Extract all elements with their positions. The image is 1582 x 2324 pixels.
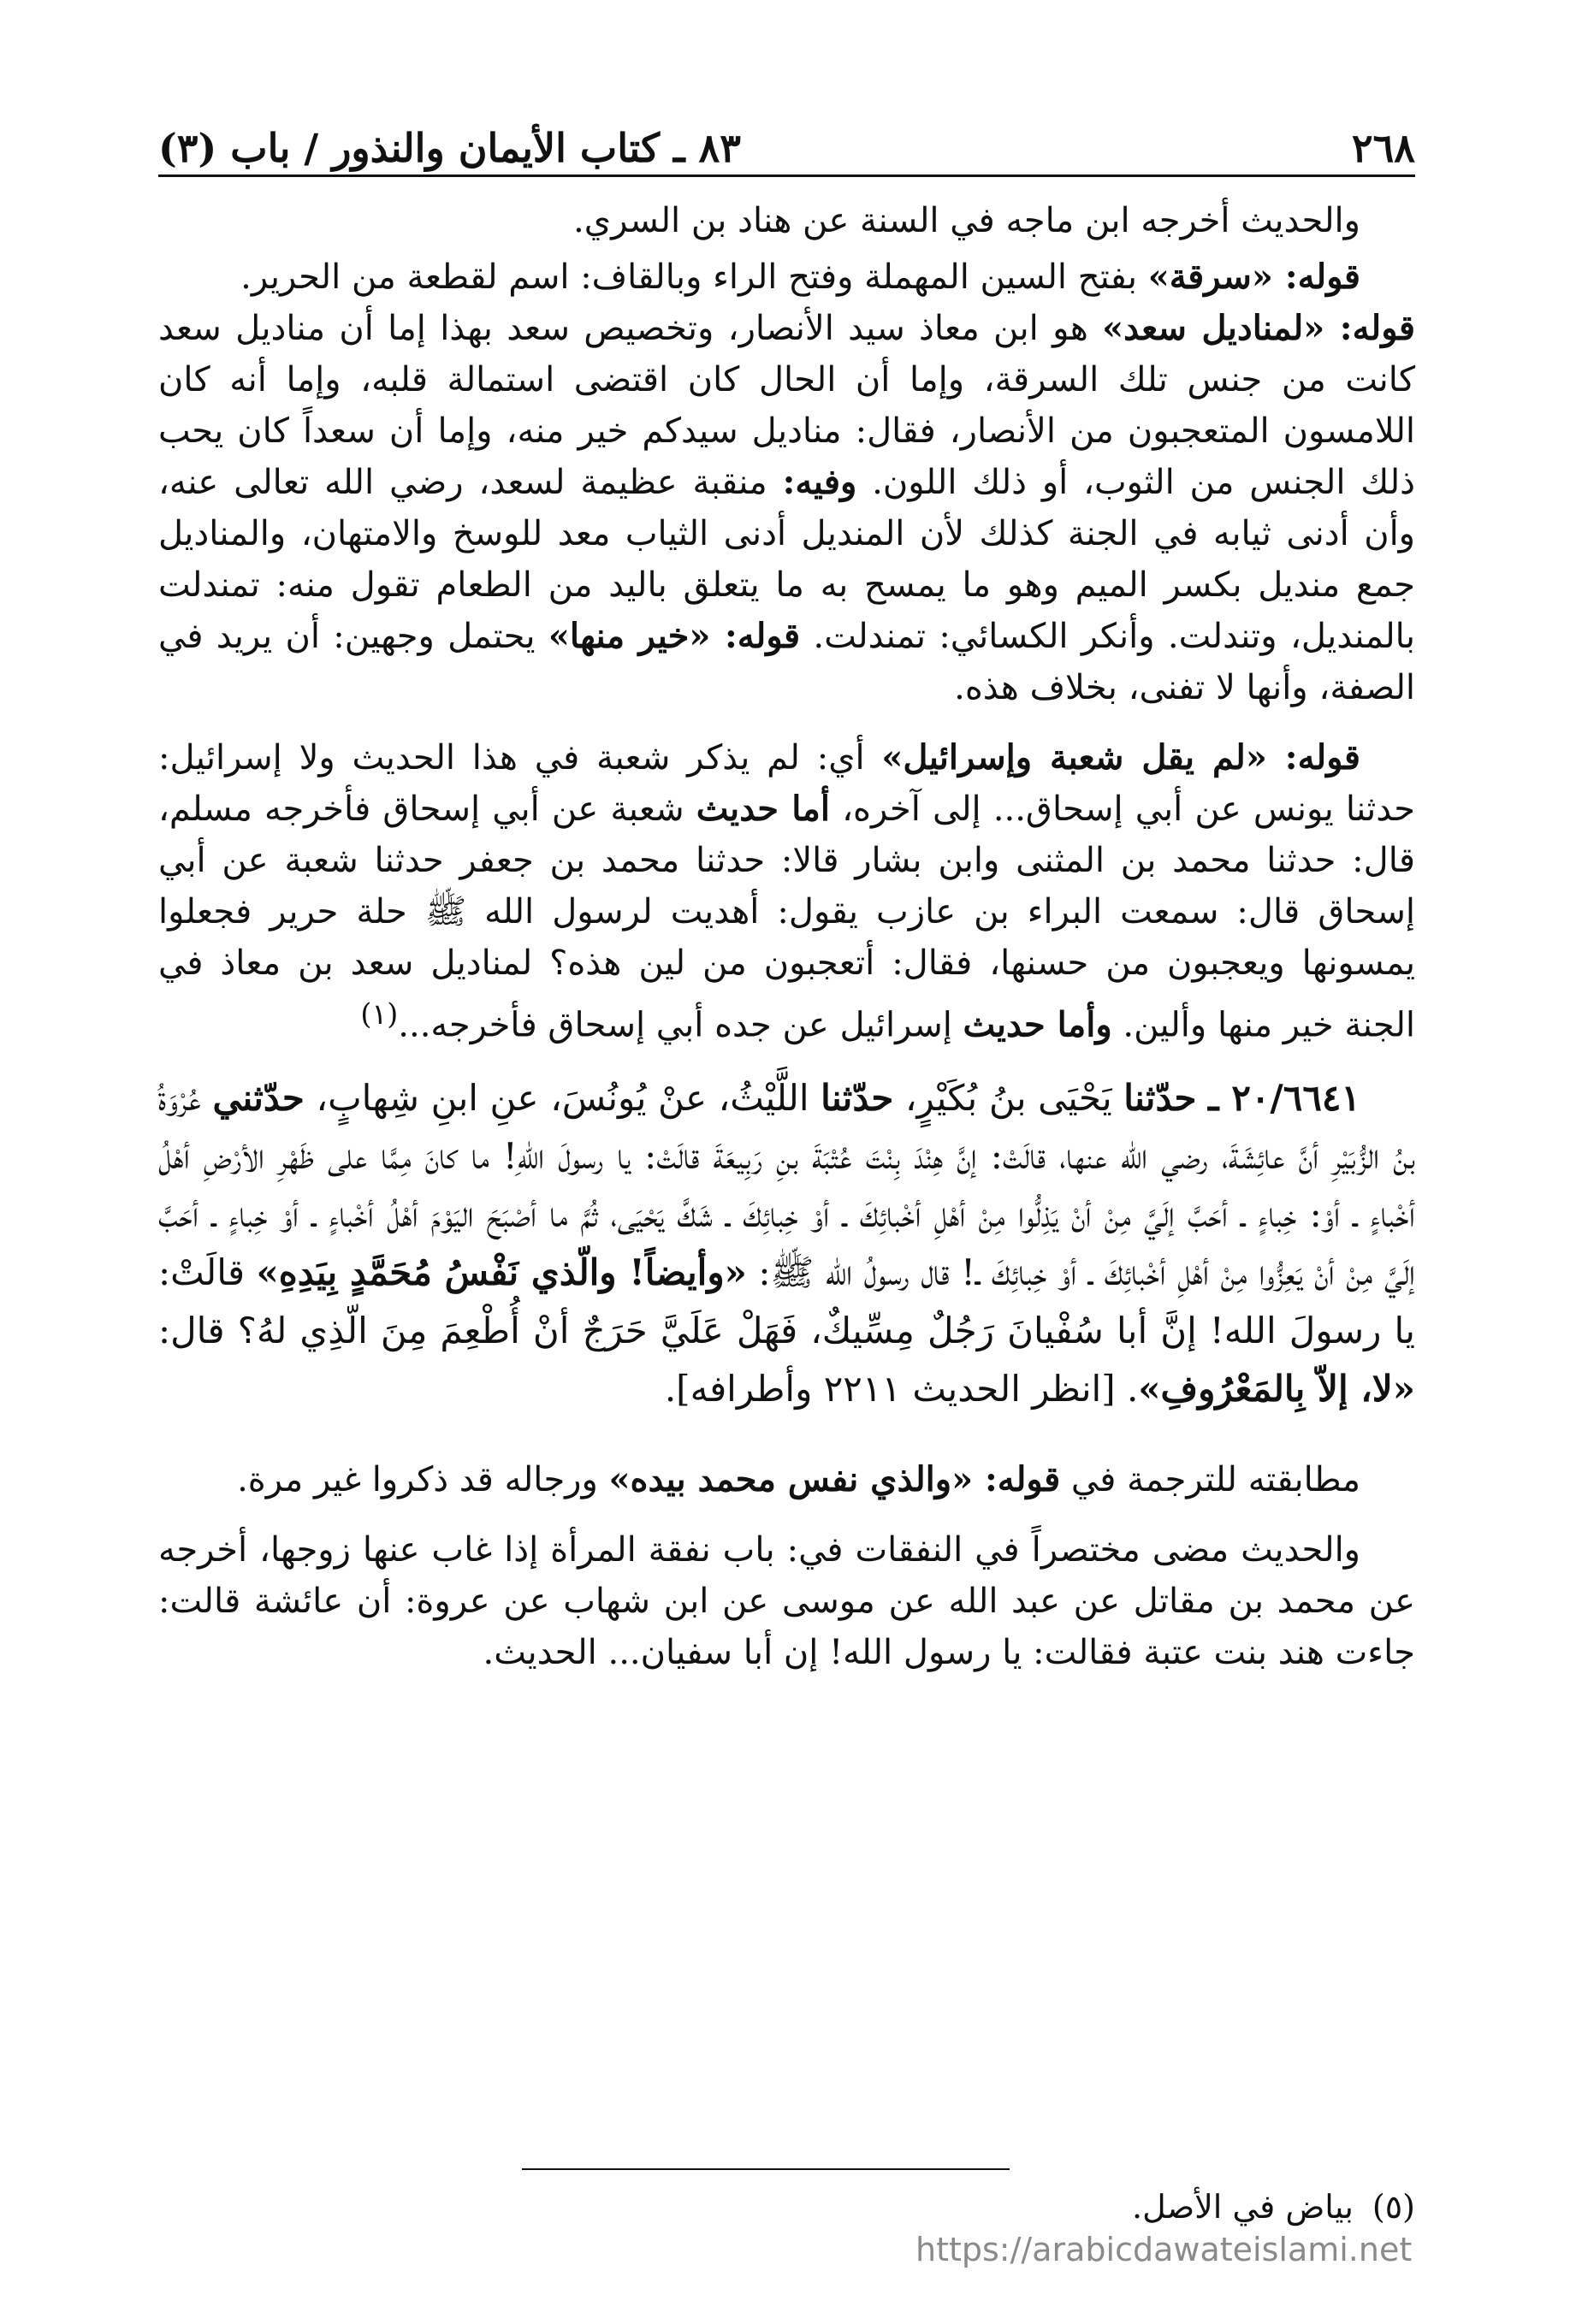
hadith-text <box>158 1069 1415 1418</box>
paragraph-text: والحديث أخرجه ابن ماجه في السنة عن هناد بن السري. <box>573 201 1360 240</box>
commentary-lemma: قوله: «خير منها» <box>548 616 801 656</box>
paragraph-text: منقبة عظيمة لسعد، رضي الله تعالى عنه، وأن أدنى ثيابه في الجنة كذلك لأن المنديل أدنى الثياب معد للوسخ والامتهان، والمناديل جمع منديل بكسر الميم وهو ما يمسح به ما يتعلق باليد من الطعام تقول منه: تمندلت بالمنديل، وتندلت. وأنكر الكسائي: تمندلت. <box>158 463 1415 656</box>
footnote-marker: (٥) <box>1372 2188 1415 2226</box>
commentary-lemma: قوله: «لم يقل شعبة وإسرائيل» <box>881 737 1360 778</box>
page-number: ٢٦٨ <box>1351 125 1415 171</box>
hadith-reference: . [انظر الحديث ٢٢١١ وأطرافه]. <box>664 1368 1139 1410</box>
footnote-reference: (١) <box>360 997 399 1031</box>
hadith-segment: قالَتْ: يا رسولَ الله! إنَّ أبا سُفْيانَ رَجُلٌ مِسِّيكٌ، فَهَلْ عَلَيَّ حَرَجٌ أنْ أُطْعِمَ مِنَ الّذِي لهُ؟ قال: <box>158 1251 1415 1352</box>
commentary-lemma: قوله: «سرقة» <box>1147 257 1360 297</box>
footnote-divider <box>522 2168 1010 2170</box>
paragraph-text: مطابقته للترجمة في <box>1060 1460 1360 1500</box>
paragraph-text: ورجاله قد ذكروا غير مرة. <box>237 1460 609 1500</box>
commentary-lemma: قوله: «والذي نفس محمد بيده» <box>608 1459 1061 1500</box>
hadith-segment: عُرْوَةُ بنُ الزُّبَيْرِ أنَّ عائِشَةَ، رضي الله عنها، قالَتْ: إنَّ هِنْدَ بِنْتَ عُتْبَةَ بنِ رَبِيعَةَ قالَتْ: يا رسولَ اللهِ! ما كانَ مِمَّا على ظَهْرِ الأرْضِ أهْلُ أخْباءٍ ـ أوْ: خِباءٍ ـ أحَبَّ إلَيَّ مِنْ أنْ يَذِلُّوا مِنْ أهْلِ أخْبائِكَ ـ أوْ خِبائِكَ ـ شَكَّ يَحْيَى، ثُمَّ ما أصْبَحَ اليَوْمَ أهْلُ أخْباءٍ ـ أوْ خِباءٍ ـ أحَبَّ إلَيَّ مِنْ أنْ يَعِزُّوا مِنْ أهْلِ أخْبائِكَ ـ أوْ خِبائِكَ ـ! قال رسولُ الله ﷺ: <box>158 1077 1416 1294</box>
paragraph-saraqa <box>158 251 1415 303</box>
paragraph-text: والحديث مضى مختصراً في النفقات في: باب نفقة المرأة إذا غاب عنها زوجها، أخرجه عن محمد بن مقاتل عن عبد الله عن موسى عن ابن شهاب عن عروة: أن عائشة قالت: جاءت هند بنت عتبة فقالت: يا رسول الله! إن أبا سفيان... الحديث. <box>158 1530 1415 1673</box>
hadith-segment: اللَّيْثُ، عنْ يُونُسَ، عنِ ابنِ شِهابٍ، <box>304 1077 821 1120</box>
main-text <box>158 195 1415 1678</box>
paragraph-mutabaqa <box>158 1454 1415 1505</box>
narration-keyword: حدّثنا <box>1123 1077 1197 1120</box>
paragraph-text: بفتح السين المهملة وفتح الراء وبالقاف: اسم لقطعة من الحرير. <box>240 257 1148 297</box>
paragraph-nafaqat <box>158 1524 1415 1678</box>
paragraph-text: شعبة عن أبي إسحاق فأخرجه مسلم، قال: حدثنا محمد بن المثنى وابن بشار قالا: حدثنا محمد بن جعفر حدثنا شعبة عن أبي إسحاق قال: سمعت البراء بن عازب يقول: أهديت لرسول الله ﷺ حلة حرير فجعلوا يمسونها ويعجبون من حسنها، فقال: أتعجبون من لين هذه؟ لمناديل سعد بن معاذ في الجنة خير منها وألين. <box>158 789 1415 1045</box>
paragraph-manadil <box>158 303 1415 713</box>
commentary-keyword: وأما حديث <box>963 1004 1112 1045</box>
paragraph-text: هو ابن معاذ سيد الأنصار، وتخصيص سعد بهذا إما أن مناديل سعد كانت من جنس تلك السرقة، وإما أن الحال كان اقتضى استمالة قلبه، وإما أنه كان اللامسون المتعجبون من الأنصار، فقال: مناديل سيدكم خير منه، وإما أن سعداً كان يحب ذلك الجنس من الثوب، أو ذلك اللون. <box>158 309 1416 502</box>
commentary-lemma: قوله: «لمناديل سعد» <box>1102 308 1415 348</box>
narration-keyword: حدّثنا <box>821 1077 894 1120</box>
hadith-segment: يَحْيَى بنُ بُكَيْرٍ، <box>893 1077 1124 1120</box>
page-header <box>158 103 1415 171</box>
prophetic-saying: «وأيضاً! والّذي نَفْسُ مُحَمَّدٍ بِيَدِهِ» <box>256 1251 747 1294</box>
header-divider <box>158 174 1415 177</box>
commentary-keyword: وفيه: <box>782 462 857 502</box>
footnote <box>1132 2188 1415 2226</box>
paragraph-shuba <box>158 732 1415 1050</box>
narration-keyword: حدّثني <box>212 1077 305 1120</box>
running-title: ٨٣ ـ كتاب الأيمان والنذور / باب (٣) <box>158 125 741 171</box>
paragraph-takhrij <box>158 195 1415 246</box>
paragraph-text: يحتمل وجهين: أن يريد في الصفة، وأنها لا تفنى، بخلاف هذه. <box>158 617 1415 707</box>
paragraph-text: أي: لم يذكر شعبة في هذا الحديث ولا إسرائيل: حدثنا يونس عن أبي إسحاق... إلى آخره، <box>158 738 1415 829</box>
prophetic-saying: «لا، إلاّ بِالمَعْرُوفِ» <box>1138 1368 1415 1410</box>
footnote-text: بياض في الأصل. <box>1132 2188 1354 2226</box>
commentary-keyword: أما حديث <box>696 789 830 829</box>
paragraph-text: إسرائيل عن جده أبي إسحاق فأخرجه... <box>398 1005 963 1045</box>
hadith-number: ٢٠/٦٦٤١ ـ <box>1208 1077 1361 1120</box>
watermark-url: https://arabicdawateislami.net <box>915 2231 1413 2268</box>
